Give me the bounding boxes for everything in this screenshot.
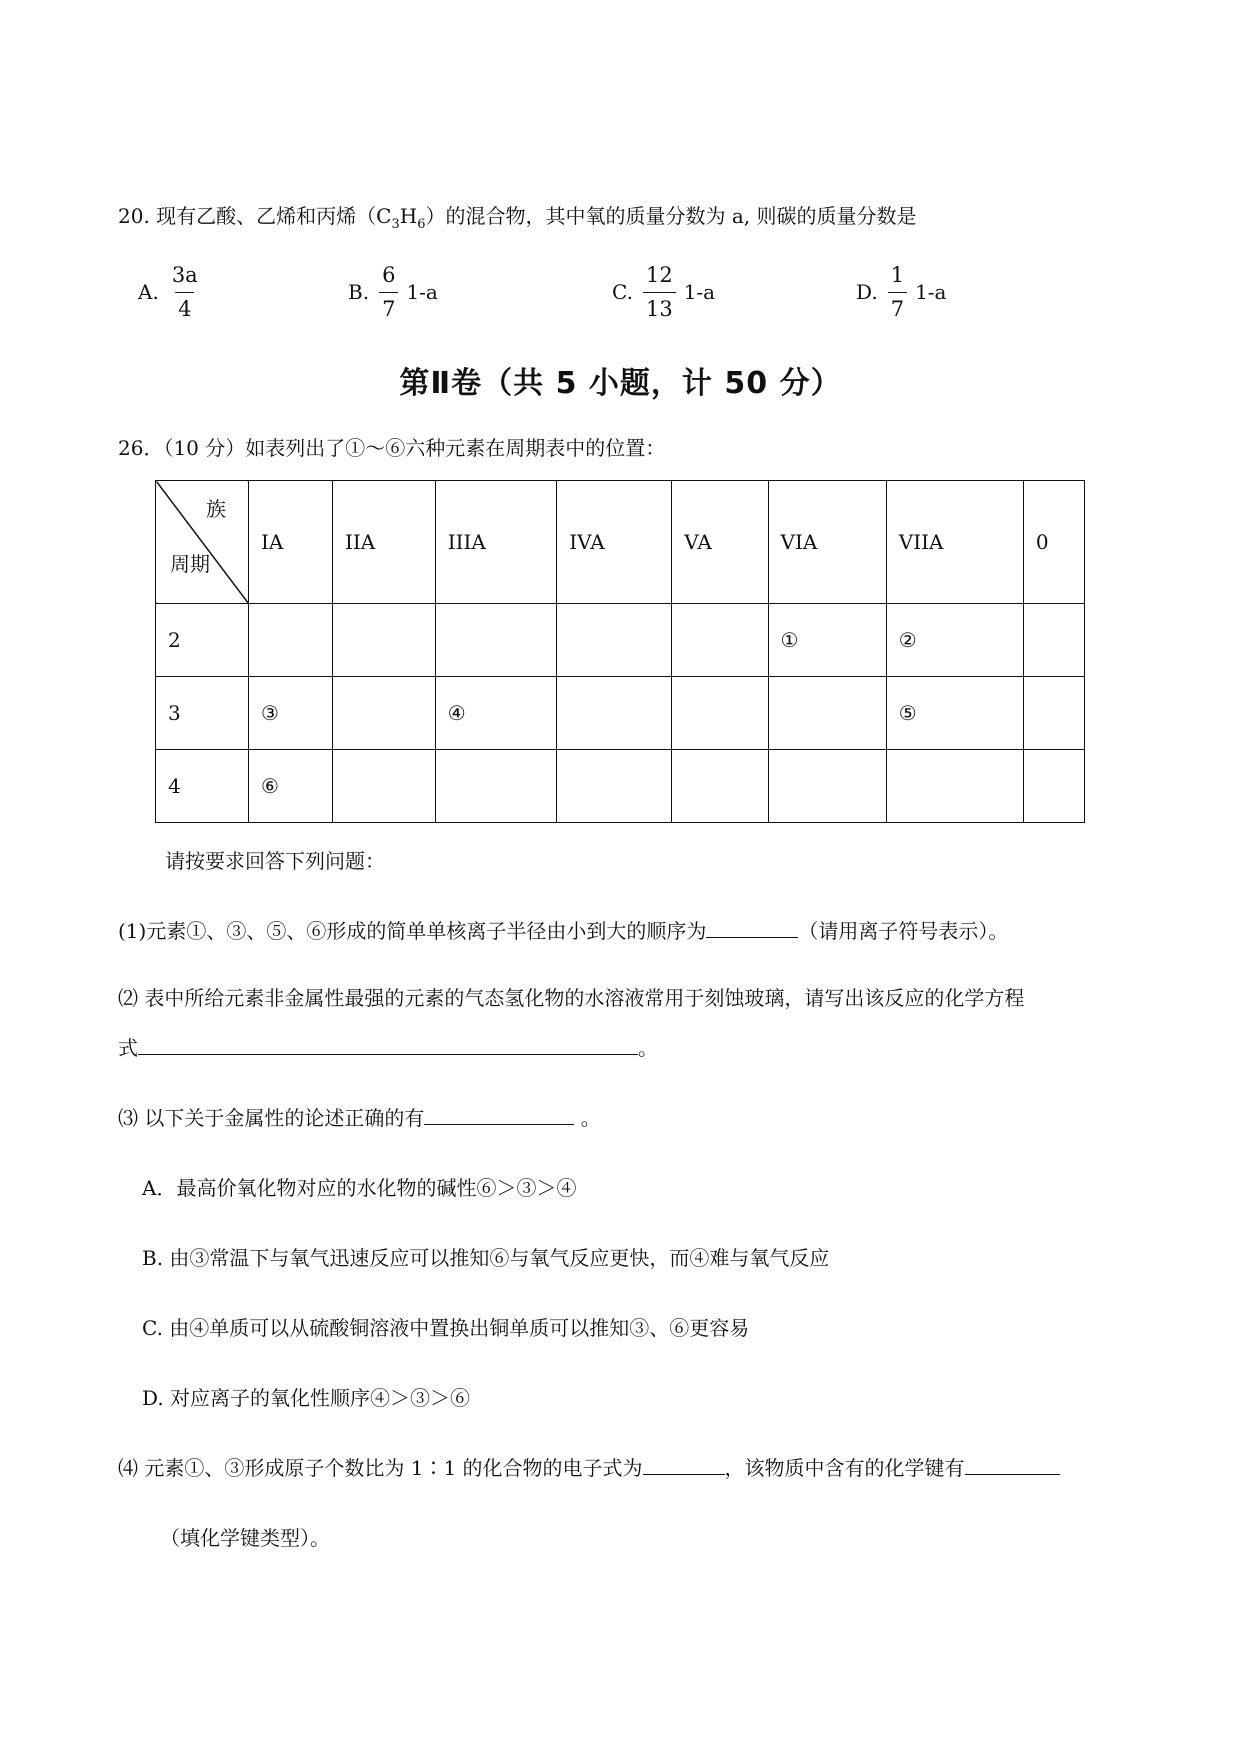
header-cell: VIIA — [886, 481, 1023, 604]
table-cell — [332, 604, 435, 677]
question-20-stem: 20. 现有乙酸、乙烯和丙烯$(C_3H_6)$的混合物，其中氧的质量分数为 a, 则碳的质量分数是 — [118, 204, 917, 232]
table-cell: ② — [886, 604, 1023, 677]
periodic-table-excerpt — [155, 480, 1085, 823]
table-cell — [557, 604, 672, 677]
answer-blank[interactable] — [643, 1454, 725, 1475]
header-cell: VA — [672, 481, 768, 604]
part-3-option-c: C. 由④单质可以从硫酸铜溶液中置换出铜单质可以推知③、⑥更容易 — [142, 1316, 750, 1340]
period-label: 周期 — [170, 552, 210, 576]
table-cell — [672, 677, 768, 750]
table-row — [156, 604, 1085, 677]
table-cell: 4 — [156, 750, 249, 823]
header-cell: IIIA — [435, 481, 557, 604]
part-2-line-2: 式 。 — [118, 1036, 658, 1060]
table-cell: 2 — [156, 604, 249, 677]
part-4-line-2: （填化学键类型）。 — [160, 1526, 330, 1550]
table-cell — [1023, 677, 1084, 750]
table-cell: ⑥ — [249, 750, 333, 823]
table-cell — [435, 750, 557, 823]
table-cell — [435, 604, 557, 677]
table-cell — [557, 677, 672, 750]
table-cell — [1023, 750, 1084, 823]
corner-cell — [156, 481, 249, 604]
table-cell — [886, 750, 1023, 823]
table-row — [156, 677, 1085, 750]
table-cell — [332, 750, 435, 823]
table-cell — [768, 677, 886, 750]
table-header-row — [156, 481, 1085, 604]
fraction: $\frac{1}{7}$ — [888, 265, 907, 320]
table-cell — [672, 604, 768, 677]
table-cell: ① — [768, 604, 886, 677]
answer-blank[interactable] — [138, 1034, 638, 1055]
option-b: B. $\frac{6}{7}$ 1-a — [348, 262, 438, 321]
part-2-line-1: ⑵ 表中所给元素非金属性最强的元素的气态氢化物的水溶液常用于刻蚀玻璃，请写出该反应的化学方程 — [118, 986, 1025, 1010]
table-cell — [249, 604, 333, 677]
option-d: D. $\frac{1}{7}$ 1-a — [856, 262, 947, 321]
table-row — [156, 750, 1085, 823]
table-cell — [672, 750, 768, 823]
part-3: ⑶ 以下关于金属性的论述正确的有 。 — [118, 1106, 601, 1130]
header-cell: VIA — [768, 481, 886, 604]
part-3-option-d: D. 对应离子的氧化性顺序④＞③＞⑥ — [142, 1386, 471, 1410]
answer-blank[interactable] — [706, 917, 798, 938]
part-4: ⑷ 元素①、③形成原子个数比为 1∶1 的化合物的电子式为 ，该物质中含有的化学键有 — [118, 1452, 1060, 1481]
header-cell: IA — [249, 481, 333, 604]
fraction: $\frac{6}{7}$ — [379, 265, 398, 320]
fraction: $\frac{3a}{4}$ — [171, 262, 198, 321]
section-title: 第Ⅱ卷（共 5 小题，计 50 分） — [399, 366, 842, 401]
part-1: (1)元素①、③、⑤、⑥形成的简单单核离子半径由小到大的顺序为 （请用离子符号表示）。 — [118, 919, 1009, 943]
table-cell — [332, 677, 435, 750]
header-cell: IVA — [557, 481, 672, 604]
table-cell: ⑤ — [886, 677, 1023, 750]
answer-blank[interactable] — [965, 1454, 1060, 1475]
question-26-stem: 26．（10 分）如表列出了①～⑥六种元素在周期表中的位置： — [118, 436, 666, 460]
part-3-option-a: A．最高价氧化物对应的水化物的碱性⑥＞③＞④ — [142, 1176, 577, 1200]
fraction: $\frac{12}{13}$ — [643, 265, 676, 320]
table-cell — [1023, 604, 1084, 677]
prompt-text: 请按要求回答下列问题： — [165, 849, 385, 873]
table-cell: 3 — [156, 677, 249, 750]
option-a: A. $\frac{3a}{4}$ — [138, 262, 209, 322]
table-cell — [768, 750, 886, 823]
table-cell: ④ — [435, 677, 557, 750]
option-c: C. $\frac{12}{13}$ 1-a — [612, 262, 716, 321]
table-cell: ③ — [249, 677, 333, 750]
part-3-option-b: B. 由③常温下与氧气迅速反应可以推知⑥与氧气反应更快，而④难与氧气反应 — [142, 1246, 830, 1270]
header-cell: 0 — [1023, 481, 1084, 604]
group-label: 族 — [206, 497, 226, 521]
table-cell — [557, 750, 672, 823]
answer-blank[interactable] — [424, 1104, 574, 1125]
header-cell: IIA — [332, 481, 435, 604]
